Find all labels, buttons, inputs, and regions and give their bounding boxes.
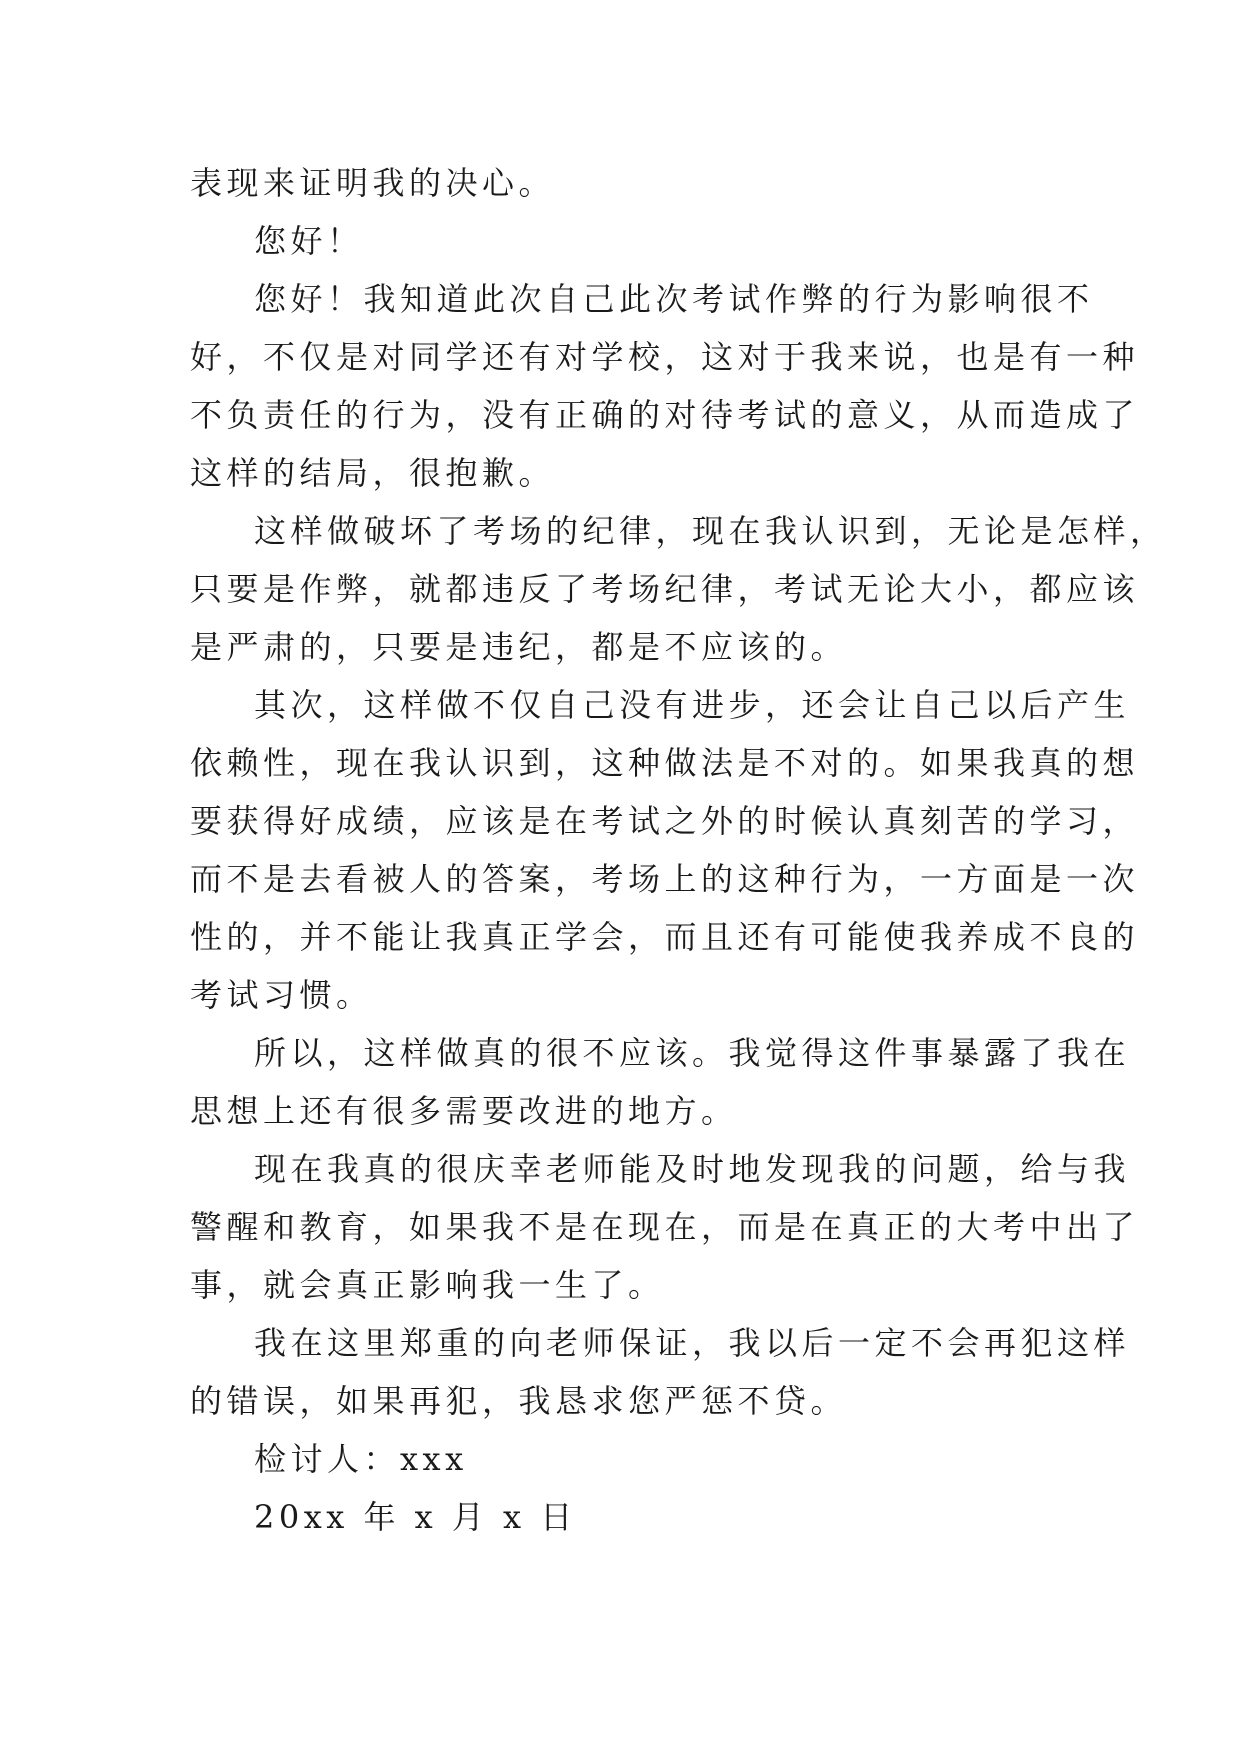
text-line: 您好！我知道此次自己此次考试作弊的行为影响很不	[254, 280, 1094, 318]
text-line: 事，就会真正影响我一生了。	[190, 1266, 665, 1304]
text-line: 而不是去看被人的答案，考场上的这种行为，一方面是一次	[190, 860, 1140, 898]
text-line: 警醒和教育，如果我不是在现在，而是在真正的大考中出了	[190, 1208, 1140, 1246]
text-line: 现在我真的很庆幸老师能及时地发现我的问题，给与我	[254, 1150, 1131, 1188]
text-line: 表现来证明我的决心。	[190, 164, 556, 202]
date-line: 20xx 年 x 月 x 日	[254, 1498, 577, 1536]
text-line: 考试习惯。	[190, 976, 373, 1014]
text-line: 性的，并不能让我真正学会，而且还有可能使我养成不良的	[190, 918, 1140, 956]
text-line: 这样的结局，很抱歉。	[190, 454, 556, 492]
text-line: 只要是作弊，就都违反了考场纪律，考试无论大小，都应该	[190, 570, 1140, 608]
text-line: 不负责任的行为，没有正确的对待考试的意义，从而造成了	[190, 396, 1140, 434]
text-line: 思想上还有很多需要改进的地方。	[190, 1092, 738, 1130]
text-line: 好，不仅是对同学还有对学校，这对于我来说，也是有一种	[190, 338, 1140, 376]
text-line: 是严肃的，只要是违纪，都是不应该的。	[190, 628, 848, 666]
text-line: 依赖性，现在我认识到，这种做法是不对的。如果我真的想	[190, 744, 1140, 782]
text-line: 我在这里郑重的向老师保证，我以后一定不会再犯这样	[254, 1324, 1131, 1362]
signature-line: 检讨人：xxx	[254, 1440, 468, 1478]
text-line: 要获得好成绩，应该是在考试之外的时候认真刻苦的学习，	[190, 802, 1140, 840]
letter-body	[190, 154, 1167, 1546]
text-line: 的错误，如果再犯，我恳求您严惩不贷。	[190, 1382, 848, 1420]
text-line: 所以，这样做真的很不应该。我觉得这件事暴露了我在	[254, 1034, 1131, 1072]
greeting-line: 您好！	[254, 222, 364, 260]
text-line: 其次，这样做不仅自己没有进步，还会让自己以后产生	[254, 686, 1131, 724]
text-line: 这样做破坏了考场的纪律，现在我认识到，无论是怎样，	[254, 512, 1167, 550]
